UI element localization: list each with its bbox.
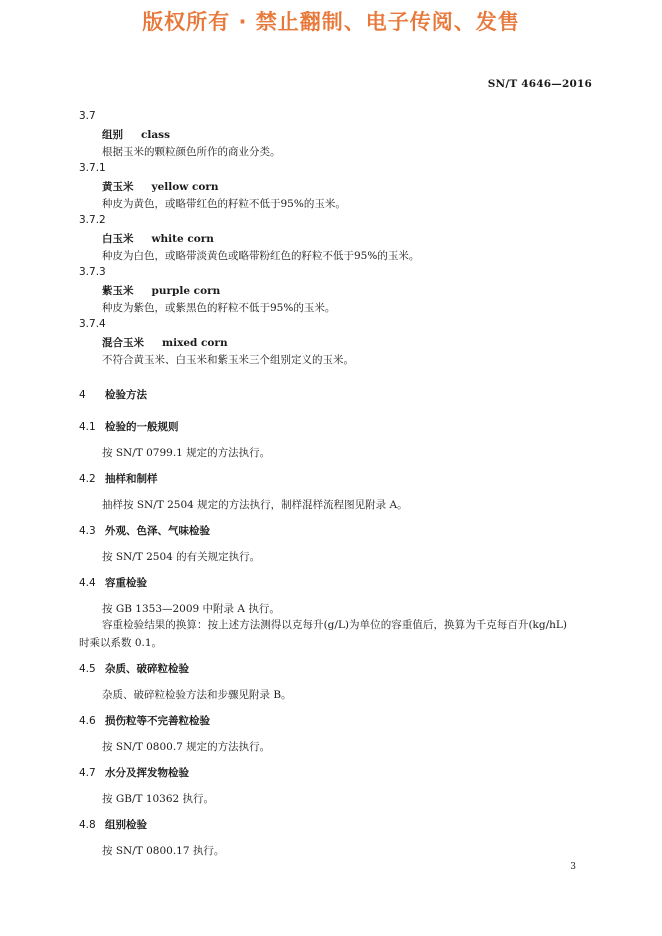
term-heading — [102, 283, 220, 298]
section-paragraph: 按 SN/T 0799.1 规定的方法执行。 — [102, 447, 271, 459]
section-title: 损伤粒等不完善粒检验 — [105, 715, 210, 727]
section-title: 水分及挥发物检验 — [105, 767, 189, 779]
section-number: 4.6 — [79, 715, 96, 727]
term-heading — [102, 231, 214, 246]
chapter-title: 检验方法 — [105, 389, 147, 401]
section-paragraph: 抽样按 SN/T 2504 规定的方法执行，制样混样流程图见附录 A。 — [102, 499, 408, 511]
section-heading — [79, 817, 147, 832]
chapter-heading — [79, 387, 147, 402]
term-cn: 黄玉米 — [102, 181, 134, 193]
term-definition: 种皮为紫色，或紫黑色的籽粒不低于95%的玉米。 — [102, 302, 336, 314]
section-title: 组别检验 — [105, 819, 147, 831]
section-title: 抽样和制样 — [105, 473, 158, 485]
section-paragraph: 杂质、破碎粒检验方法和步骤见附录 B。 — [102, 689, 292, 701]
page-number: 3 — [570, 862, 576, 872]
term-en: class — [141, 129, 171, 141]
term-en: purple corn — [151, 285, 221, 297]
chapter-number: 4 — [79, 389, 86, 401]
section-number: 4.8 — [79, 819, 96, 831]
section-paragraph: 容重检验结果的换算：按上述方法测得以克每升(g/L)为单位的容重值后，换算为千克每百升(kg/hL)时乘以系数 0.1。 — [79, 619, 567, 649]
standard-code: SN/T 4646—2016 — [487, 78, 592, 90]
clause-number: 3.7.1 — [79, 162, 106, 174]
section-title: 容重检验 — [105, 577, 147, 589]
term-definition: 种皮为白色，或略带淡黄色或略带粉红色的籽粒不低于95%的玉米。 — [102, 250, 420, 262]
section-heading — [79, 419, 179, 434]
section-number: 4.5 — [79, 663, 96, 675]
clause-number: 3.7.4 — [79, 318, 106, 330]
section-heading — [79, 523, 210, 538]
section-number: 4.2 — [79, 473, 96, 485]
clause-number: 3.7.2 — [79, 214, 106, 226]
section-heading — [79, 661, 189, 676]
section-title: 外观、色泽、气味检验 — [105, 525, 210, 537]
section-heading — [79, 713, 210, 728]
term-cn: 组别 — [102, 129, 123, 141]
section-heading — [79, 765, 189, 780]
section-paragraph: 按 SN/T 2504 的有关规定执行。 — [102, 551, 261, 563]
clause-number: 3.7 — [79, 110, 96, 122]
term-definition: 不符合黄玉米、白玉米和紫玉米三个组别定义的玉米。 — [102, 354, 354, 366]
section-number: 4.3 — [79, 525, 96, 537]
section-paragraph: 按 SN/T 0800.17 执行。 — [102, 845, 225, 857]
section-number: 4.7 — [79, 767, 96, 779]
section-title: 杂质、破碎粒检验 — [105, 663, 189, 675]
term-en: yellow corn — [151, 181, 219, 193]
section-paragraph: 按 GB 1353—2009 中附录 A 执行。 — [102, 603, 280, 615]
term-heading — [102, 335, 228, 350]
section-number: 4.1 — [79, 421, 96, 433]
section-paragraph: 按 GB/T 10362 执行。 — [102, 793, 215, 805]
term-heading — [102, 179, 219, 194]
clause-number: 3.7.3 — [79, 266, 106, 278]
term-heading — [102, 127, 170, 142]
section-title: 检验的一般规则 — [105, 421, 179, 433]
term-definition: 种皮为黄色，或略带红色的籽粒不低于95%的玉米。 — [102, 198, 346, 210]
section-paragraph: 按 SN/T 0800.7 规定的方法执行。 — [102, 741, 271, 753]
term-en: mixed corn — [162, 337, 228, 349]
section-number: 4.4 — [79, 577, 96, 589]
term-cn: 白玉米 — [102, 233, 134, 245]
term-cn: 混合玉米 — [102, 337, 144, 349]
term-definition: 根据玉米的颗粒颜色所作的商业分类。 — [102, 146, 281, 158]
term-en: white corn — [151, 233, 214, 245]
copyright-watermark: 版权所有 · 禁止翻制、电子传阅、发售 — [142, 10, 520, 34]
term-cn: 紫玉米 — [102, 285, 134, 297]
section-heading — [79, 471, 158, 486]
section-heading — [79, 575, 147, 590]
